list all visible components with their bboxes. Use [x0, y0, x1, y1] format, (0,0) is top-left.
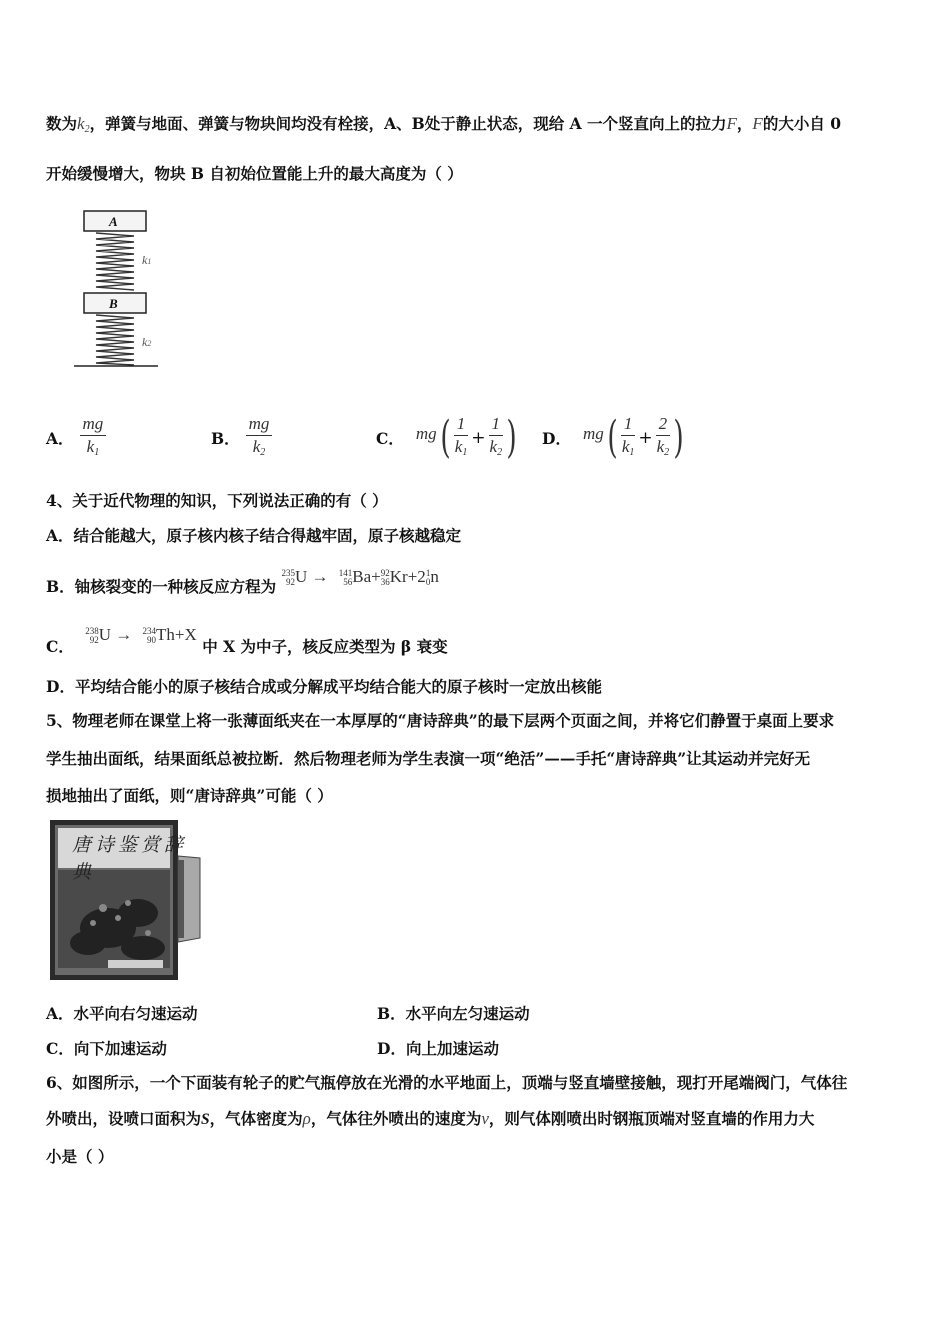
- book-figure: [48, 818, 204, 983]
- q3-option-c[interactable]: [376, 412, 520, 464]
- text-fragment: ，气体往外喷出的速度为: [310, 1109, 482, 1128]
- var-F: F: [752, 114, 763, 133]
- spring-k2: [96, 315, 134, 365]
- fraction: $\frac{1}{k_1}$: [621, 413, 635, 458]
- block-b-label: B: [109, 296, 118, 311]
- q4-option-b[interactable]: [46, 562, 439, 596]
- text-fragment: ，: [736, 114, 753, 133]
- q4-stem: 4、关于近代物理的知识，下列说法正确的有（ ）: [46, 491, 388, 510]
- option-label: C．: [376, 429, 404, 448]
- q6-stem-line1: 6、如图所示，一个下面装有轮子的贮气瓶停放在光滑的水平地面上，顶端与竖直墙壁接触，现打开尾端阀门，气体往: [46, 1073, 848, 1092]
- fraction: $\frac{1}{k_1}$: [454, 413, 468, 458]
- var-k2: $k_2$: [77, 114, 90, 135]
- option-label: C．: [46, 637, 74, 656]
- q6-stem-line2: [46, 1109, 814, 1130]
- fraction: $\frac{1}{k_2}$: [489, 413, 503, 458]
- var-F: F: [726, 114, 737, 133]
- q3-stem-line2: 开始缓慢增大，物块 B 自初始位置能上升的最大高度为（ ）: [46, 164, 463, 183]
- fraction: $\frac{mg}{k_1}$: [80, 413, 107, 464]
- q6-stem-line3: 小是（ ）: [46, 1147, 114, 1166]
- q5-stem-line2: 学生抽出面纸，结果面纸总被拉断．然后物理老师为学生表演一项“绝活”——手托“唐诗辞典”让其运动并完好无: [46, 749, 811, 768]
- q4-option-c[interactable]: [46, 620, 448, 656]
- text-fragment: ，弹簧与地面、弹簧与物块间均没有栓接，A、B处于静止状态，现给 A 一个竖直向上的拉力: [89, 114, 727, 133]
- text-fragment: 数为: [46, 114, 78, 133]
- option-label: B．: [211, 429, 240, 448]
- text-fragment: 的大小自 0: [762, 114, 841, 133]
- plus-sign: +: [471, 428, 486, 448]
- var-S: S: [201, 1111, 210, 1128]
- k1-label: k1: [142, 253, 152, 267]
- fission-equation: 235 92U → 141 56Ba+92 36Kr+21 0n: [281, 567, 439, 588]
- q4-option-d[interactable]: D．平均结合能小的原子核结合成或分解成平均结合能大的原子核时一定放出核能: [46, 677, 602, 696]
- q5-stem-line1: 5、物理老师在课堂上将一张薄面纸夹在一本厚厚的“唐诗辞典”的最下层两个页面之间，并将它们静置于桌面上要求: [46, 711, 835, 730]
- block-a-label: A: [109, 214, 118, 229]
- k2-label: k2: [142, 335, 152, 349]
- mg-factor: mg: [582, 424, 604, 443]
- q3-option-a[interactable]: [46, 412, 106, 464]
- paren-close-icon: ): [673, 412, 684, 463]
- spring-k1: [96, 233, 134, 290]
- option-text: B．铀核裂变的一种核反应方程为: [46, 577, 277, 596]
- q3-options: [46, 412, 746, 468]
- var-rho: ρ: [302, 1109, 311, 1128]
- mg-factor: mg: [415, 424, 437, 443]
- fraction: $\frac{2}{k_2}$: [656, 413, 670, 458]
- q5-option-b[interactable]: B．水平向左匀速运动: [377, 1004, 530, 1023]
- spring-diagram: [70, 205, 180, 370]
- decay-equation: 238 92U → 234 90Th+X: [85, 625, 197, 646]
- text-fragment: 外喷出，设喷口面积为: [46, 1109, 202, 1128]
- q5-option-c[interactable]: C．向下加速运动: [46, 1039, 167, 1058]
- q3-option-d[interactable]: [542, 412, 687, 464]
- spring-figure: [70, 205, 180, 370]
- option-label: D．: [542, 429, 571, 448]
- plus-sign: +: [638, 428, 653, 448]
- q4-option-a[interactable]: A．结合能越大，原子核内核子结合得越牢固，原子核越稳定: [46, 526, 462, 545]
- text-fragment: ，气体密度为: [209, 1109, 303, 1128]
- fraction: $\frac{mg}{k_2}$: [246, 413, 273, 464]
- q3-option-b[interactable]: [211, 412, 272, 464]
- option-text: 中 X 为中子，核反应类型为 β 衰变: [202, 637, 448, 656]
- var-v: v: [481, 1109, 489, 1128]
- text-fragment: ，则气体刚喷出时钢瓶顶端对竖直墙的作用力大: [488, 1109, 815, 1128]
- q5-option-d[interactable]: D．向上加速运动: [377, 1039, 499, 1058]
- q3-stem-line1: [46, 114, 841, 140]
- book-title: 唐诗鉴赏辞典: [72, 834, 188, 883]
- option-label: A．: [46, 429, 74, 448]
- paren-close-icon: ): [506, 412, 517, 463]
- q5-option-a[interactable]: A．水平向右匀速运动: [46, 1004, 198, 1023]
- paren-open-icon: (: [440, 412, 451, 463]
- q5-stem-line3: 损地抽出了面纸，则“唐诗辞典”可能（ ）: [46, 786, 333, 805]
- paren-open-icon: (: [607, 412, 618, 463]
